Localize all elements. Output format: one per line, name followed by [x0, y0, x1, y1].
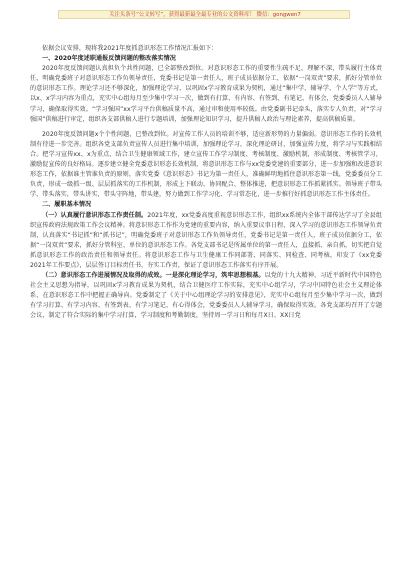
document-page: [30, 44, 382, 566]
section1-paragraph-2: 2020年度反馈问题x个个性问题，已整改到位。对宣传工作人员的培训不够，适应新形势的力量偏弱。意识形态工作的长效机制有待进一步完善。组织各党支部负责宣传人员进行集中培训，加强理论学习，深化理论研讨，加强宣传力度，将学习与实践相结合。把学习宣传xx、x为重点，结合卫生健康领域工作，建立宣传工作学习制度、考核制度、激励机制，形成制度、考核管学习，激励促宣传的良好格局。逐步建立健全党委意识形态长效机制，将意识形态工作与xx党委党建的重要部分，进一步加强和改进意识形态工作，依据谁主管谁负责的原则，落实党委《意识形态》书记为第一责任人，准确鲜明地抓住意识形态第一线，党委委员分工负责，形成一级抓一级、层层抓落实的工作机制，形成上下联动、协同配合、整体推进，把意识形态工作抓紧抓实。领导班子带头学，带头落实，带头讲实，带头守阵地，带头建，努力做到工作学习化、学习常态化，进一步推行好抓意识形态工作主体责任。: [30, 130, 382, 199]
section2-sub1-body: 2021年度，xx党委高度重视意识形态工作，组织xx系统内全体干部传达学习了全县组织宣传政府法规政策工作会议精神。将意识形态工作作为党建的重要内容，纳入重要议事日程，深入学习的意识形态工作领导负责制，认真落实“书记抓”和“抓书记”，明确党委班子对意识形态工作负领导责任，党委书记是第一责任人，班子成员依据分工，依据“一岗双责”要求，抓好分管科室、单位的意识形态工作。各党支部书记是所属单位的第一责任人，直接抓、亲自抓，切实把自觉抓意识形态工作的政治责任和领导责任。将意识形态工作与卫生健康工作同部署、同落实、同检查、同考核，印发了《xx党委2021年工作要点》，层层签订目标责任书，夯实工作责，保证了意识形态工作落实有序开展。: [30, 211, 382, 269]
section2-sub2-lead: （二）意识形态工作进展情况及取得的成效。一是深化理论学习，筑牢思想根基。: [42, 272, 265, 280]
section1-paragraph-1: 2020年度反馈问题认真担负个共性问题，已全部整改到位。对意识形态工作的重要性生疏不足，理解不深，带头履行主体责任，明确党委班子对意识形态工作负领导责任，党委书记是第一责任人，班子成员依据分工，依据“一岗双责”要求，抓好分管单位的意识形态工作。理论学习还不够深化，加强理论学习，以巩固x学习教育成果为契机，通过“集中学、辅导学、个人学”等方式，以x、x学习内容为重点，充实中心组每月至少集中学习一次，做到有打算、有内容、有签到、有笔记、有体会，党委委员人人辅导学习，确保取得实效。“学习强国”xx学习平台供稿质量不高，通过审和使用率较低。由党委副书记牵头，落实专人负责，对“学习强国”供稿进行审定，组织各支部供稿人进行专题培训，加强理论知识学习，提升供稿人政治与理论素养，提高供稿质量。: [30, 65, 382, 123]
section2-sub1-paragraph: [30, 211, 382, 272]
section2-heading: 二、履职基本情况: [42, 201, 92, 209]
section2-sub2-paragraph: [30, 271, 382, 321]
promo-banner[interactable]: [58, 10, 350, 19]
intro-paragraph: 依据会议安排，现将我2021年度抓意识形态工作情况汇报如下：: [42, 45, 218, 52]
promo-banner-text: 关注头条号“公文转写”，获得最新最全最专业的公文资料库！ 微信：gongwen7: [109, 12, 301, 18]
section1-heading: 一、2020年度述职通报反馈问题的整改落实情况: [42, 55, 176, 63]
section2-sub2-body: 以党的十九大精神、习近平新时代中国特色社会主义思想为指导，以巩固x学习教育成果为契机，结合卫健医疗工作实际，充实中心组学习，学习中国特色社会主义理论体系，在意识形态工作中把握正确导向。党委制定了《关于中心组理论学习的安排意见》，充实中心组每月至少集中学习一次，做到有学习打算、有学习内容、有签到表、有学习笔记、有心得体会，党委委员人人辅导学习，确保取得实效。各党支部均召开了专题会议，制定了符合实际的集中学习打算，学习制度和考勤制度，坚持周一学习日和每月X日、XX日党: [30, 272, 382, 320]
section2-sub1-lead: （一）认真履行意识形态工作责任制。: [42, 211, 148, 219]
